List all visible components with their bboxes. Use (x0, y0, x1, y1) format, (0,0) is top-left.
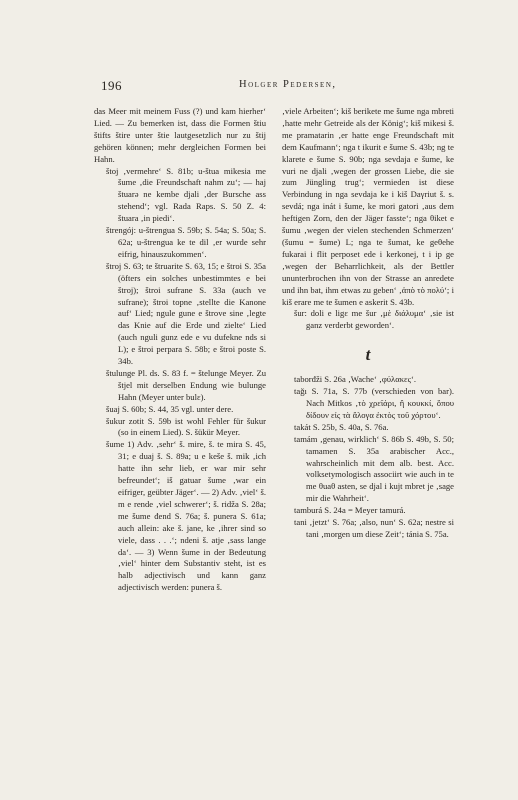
left-column (94, 106, 266, 594)
entry-strengoj: štrengój: u-štrengua S. 59b; S. 54a; S. 50a; S. 62a; u-štrengua ke te dil ‚er wurde sehr eifrig, hinauszukommen‘. (106, 225, 266, 259)
entry-suaj: šuaj S. 60b; S. 44, 35 vgl. unter dere. (106, 403, 234, 414)
entry-continuation: das Meer mit meinem Fuss (?) und kam hierher‘ Lied. — Zu bemerken ist, dass die Formen štiu štifts štire unter štie lautgesetzlich nur zu štij gehören können; mehr dergleichen Formen bei Hahn. (94, 106, 266, 164)
entry-sume-continuation: ‚viele Arbeiten‘; kiš berikete me šume nga mbreti ‚hatte mehr Getreide als der König‘; kiš mikesi š. me pramatarin ‚er hatte enge Freundschaft mit dem Kaufmann‘; nga t ikurit e šume S. 43b; ng te klarete e šume S. 90b; nga sevdaja e šume, ke vuri ne djali ‚wegen der grossen Liebe, die sie zum Jüngling trug‘; vermieden ist diese Verbindung in nga sevdaja ke i kiš Daγriut š. s. sevdá; nga inát i šume, ke mori gatori ‚aus dem heftigen Zorn, den der Jäger fasste‘; nga θiket e šumu ‚wegen der vielen stechenden Schmerzen‘ (šumu = šume) L; nga te šumat, ke geθehe fukarai i flit perposet ede i kerkonej, t i ip ge ‚wegen der Beharrlichkeit, als der Bettler ununterbrochen ihn von der Strasse an anredete und ihn bat, ihm etwas zu geben‘ ‚ἀπὸ τὸ πολύ‘; i kiš erare me te šumen e askerit S. 43b. (282, 106, 454, 307)
running-title: Holger Pedersen, (239, 79, 337, 90)
entry-stulunge: štulunge Pl. ds. S. 83 f. = štelunge Meyer. Zu štjel mit derselben Endung wie bulunge Hahn (Meyer unter bulε). (106, 367, 266, 402)
page-number: 196 (101, 78, 122, 93)
entry-sur: šur: doli e ligε me šur ‚μὲ διάλυμα‘ ‚sie ist ganz verderbt geworden‘. (294, 308, 454, 331)
right-column (282, 106, 454, 541)
entry-tamam: tamám ‚genau, wirklich‘ S. 86b S. 49b, S. 50; tamamen S. 35a arabischer Acc., wahrscheinlich mit dem alb. best. Acc. volksetymologisch associirt wie auch in te me θuaθ asten, se djal i kujt mbret je ‚sage mir die Wahrheit‘. (294, 433, 454, 504)
entry-tambura: tamburá S. 24a = Meyer tamurá. (294, 505, 406, 516)
entry-takat: takát S. 25b, S. 40a, S. 76a. (294, 421, 389, 432)
page-header (101, 78, 463, 94)
entry-stroj: štroj S. 63; te štruarite S. 63, 15; e štroi S. 35a (öfters ein solches unbestimmtes e bei štroj); štroi sufrane S. 33a (auch ve sufrane); štroi topne ‚stellte die Kanone auf‘ Lied; ngule gune e štrove sine ‚legte das Knie auf die Erde und zielte‘ Lied (auch nguli gunz ede e vu dufekne nds si L); e štroi perpara S. 58b; e štroi poste S. 34b. (106, 260, 266, 367)
entry-tagi: tağı S. 71a, S. 77b (verschieden von bar). Nach Mitkos ‚τὸ χρεῖάρι, ἢ κουκκί, ὅπου δίδουν εἰς τὰ ἄλογα ἐκτὸς τοῦ χόρτου‘. (294, 386, 454, 420)
entry-sume: šume 1) Adv. ‚sehr‘ š. mire, š. te mira S. 45, 31; e duaj š. S. 89a; u e keše š. mik ‚ich hatte ihn sehr lieb, er war mir sehr befreundet‘; iš gatuar šume ‚war ein eifriger, geübter Jäger‘. — 2) Adv. ‚viel‘ š. m e rende ‚viel schwerer‘; š. ridža S. 28a; me šume đend S. 76a; š. punera S. 61a; auch allein: ake š. jane, ke ‚ihrer sind so viele, dass . . .‘; ndeni š. atje ‚sass lange da‘. — 3) Wenn šume in der Bedeutung ‚viel‘ hinter dem Substantiv steht, ist es halb adjectivisch und kann ganz adjectivisch werden: punera š. (106, 439, 266, 593)
entry-stoj: štoj ‚vermehre‘ S. 81b; u-štua mikesia me šume ‚die Freundschaft nahm zu‘; — haj štuarə ne kembe djali ‚der Bursche ass stehend‘; vgl. Rada Raps. S. 50 Z. 4: štuara ‚in piedi‘. (106, 165, 266, 224)
entry-taborzi: taborđži S. 26a ‚Wache‘ ‚φύλακες‘. (294, 374, 417, 385)
entry-sukur: šukur zotit S. 59b ist wohl Fehler für šukur (so in einem Lied). S. šükür Meyer. (106, 415, 266, 438)
section-letter: t (365, 345, 371, 365)
entry-tani: tani ‚jetzt‘ S. 76a; ‚also, nun‘ S. 62a; nestre si tani ‚morgen um diese Zeit‘; tánia S. 75a. (294, 517, 454, 539)
